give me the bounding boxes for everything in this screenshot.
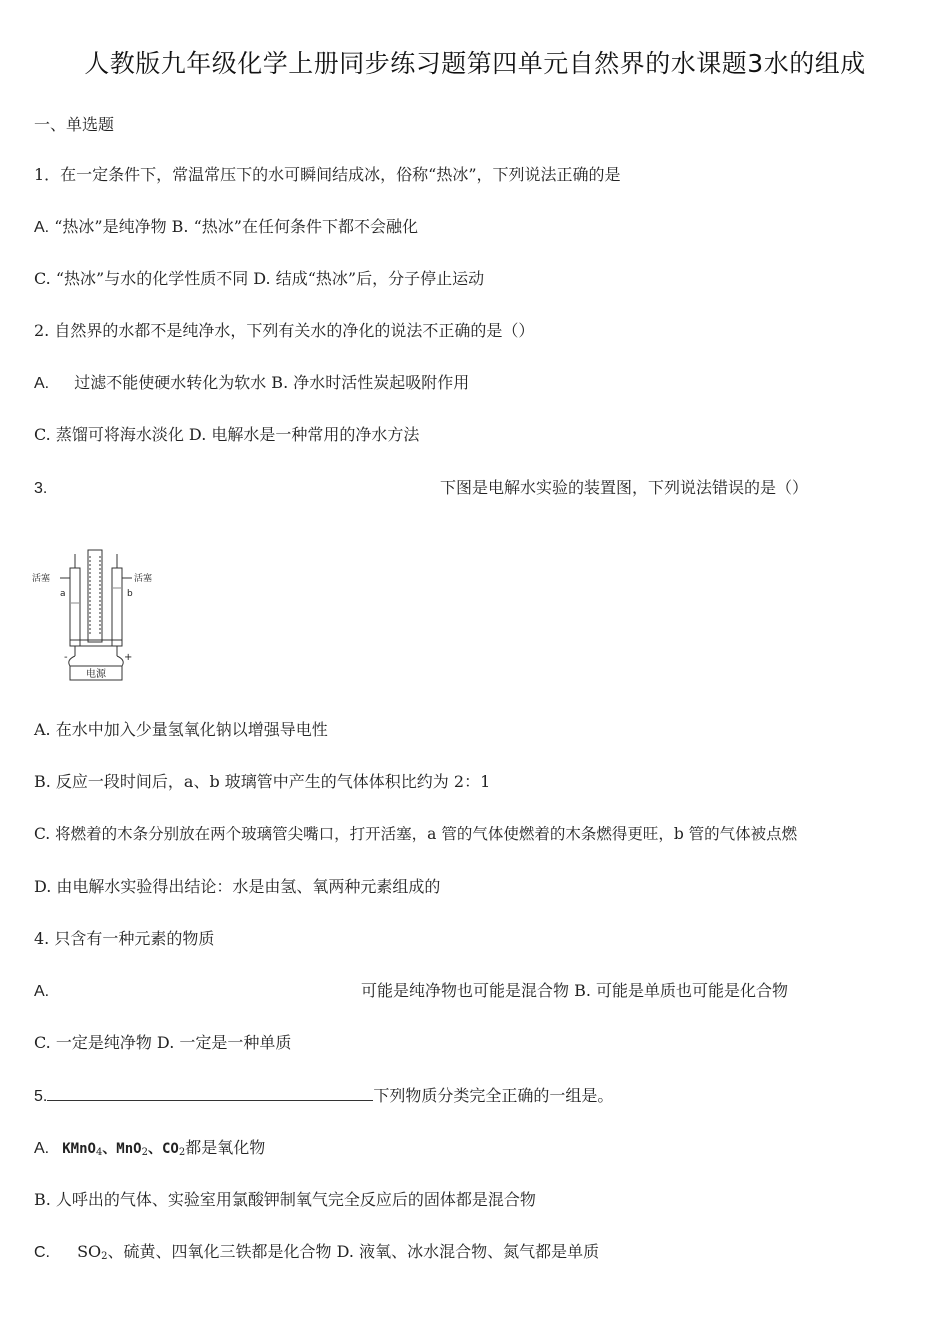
right-stopcock-label: 活塞 [134,574,153,584]
q3-option-b: B. 反应一段时间后，a、b 玻璃管中产生的气体体积比约为 2：1 [34,772,491,791]
q5-option-a-formula-2: 、MnO [102,1141,142,1157]
q5-number: 5. [34,1088,48,1105]
q5-answer-blank [47,1084,373,1101]
q5-option-b: B. 人呼出的气体、实验室用氯酸钾制氧气完全反应后的固体都是混合物 [34,1190,536,1209]
section-heading: 一、单选题 [34,115,115,134]
q5-option-c-formula: SO [77,1242,102,1261]
document-title: 人教版九年级化学上册同步练习题第四单元自然界的水课题3水的组成 [84,49,866,78]
q3-stem-row [34,477,914,500]
q4-options-ab [34,980,914,1003]
power-source-label: 电源 [86,669,106,680]
q5-option-a-sub-2: 2 [141,1147,148,1158]
tube-b-label: b [127,589,133,599]
q4-option-a-label: A. [34,983,50,1000]
q3-stem: 下图是电解水实验的装置图，下列说法错误的是（） [440,478,809,497]
q2-options-ab [34,372,469,395]
q1-option-a-label: A. [34,219,50,236]
q4-stem: 4. 只含有一种元素的物质 [34,929,215,948]
q5-option-a-formula-3: 、CO [147,1141,179,1157]
electrolysis-apparatus-diagram [30,548,162,684]
q1-options-ab-text: “热冰”是纯净物 B. “热冰”在任何条件下都不会融化 [54,217,418,236]
q5-option-a-tail: 都是氧化物 [185,1138,266,1157]
q5-option-c-label: C. [34,1244,50,1261]
q3-option-a: A. 在水中加入少量氢氧化钠以增强导电性 [34,720,328,739]
q4-options-ab-text: 可能是纯净物也可能是混合物 B. 可能是单质也可能是化合物 [361,981,789,1000]
q2-options-cd: C. 蒸馏可将海水淡化 D. 电解水是一种常用的净水方法 [34,425,420,444]
q4-options-cd: C. 一定是纯净物 D. 一定是一种单质 [34,1033,292,1052]
q2-stem: 2. 自然界的水都不是纯净水，下列有关水的净化的说法不正确的是（） [34,321,535,340]
q5-option-a-formula-1: KMnO [62,1141,96,1157]
left-stopcock-label: 活塞 [32,574,51,584]
q1-options-ab [34,216,418,239]
q3-option-d: D. 由电解水实验得出结论：水是由氢、氧两种元素组成的 [34,877,441,896]
q5-option-a-label: A. [34,1140,50,1157]
negative-terminal-label: - [64,652,68,663]
q5-option-a-sub-1: 4 [95,1147,103,1158]
q5-option-a-sub-3: 2 [178,1147,186,1158]
q1-options-cd: C. “热冰”与水的化学性质不同 D. 结成“热冰”后，分子停止运动 [34,269,485,288]
q3-number: 3. [34,480,48,497]
q5-stem: 下列物质分类完全正确的一组是。 [373,1086,614,1105]
q5-options-cd-tail: 、硫黄、四氧化三铁都是化合物 D. 液氧、冰水混合物、氮气都是单质 [107,1242,600,1261]
q2-option-a-label: A. [34,375,50,392]
q5-option-a [34,1137,265,1164]
q5-options-cd [34,1241,599,1268]
q1-stem: 1．在一定条件下，常温常压下的水可瞬间结成冰，俗称“热冰”，下列说法正确的是 [34,165,621,184]
q2-options-ab-text: 过滤不能使硬水转化为软水 B. 净水时活性炭起吸附作用 [74,373,470,392]
q5-stem-row [34,1084,613,1108]
positive-terminal-label: + [124,652,133,663]
q5-option-c-sub: 2 [101,1251,108,1262]
tube-a-label: a [60,589,66,599]
q3-option-c: C. 将燃着的木条分别放在两个玻璃管尖嘴口，打开活塞，a 管的气体使燃着的木条燃得更旺，b 管的气体被点燃 [34,825,798,843]
